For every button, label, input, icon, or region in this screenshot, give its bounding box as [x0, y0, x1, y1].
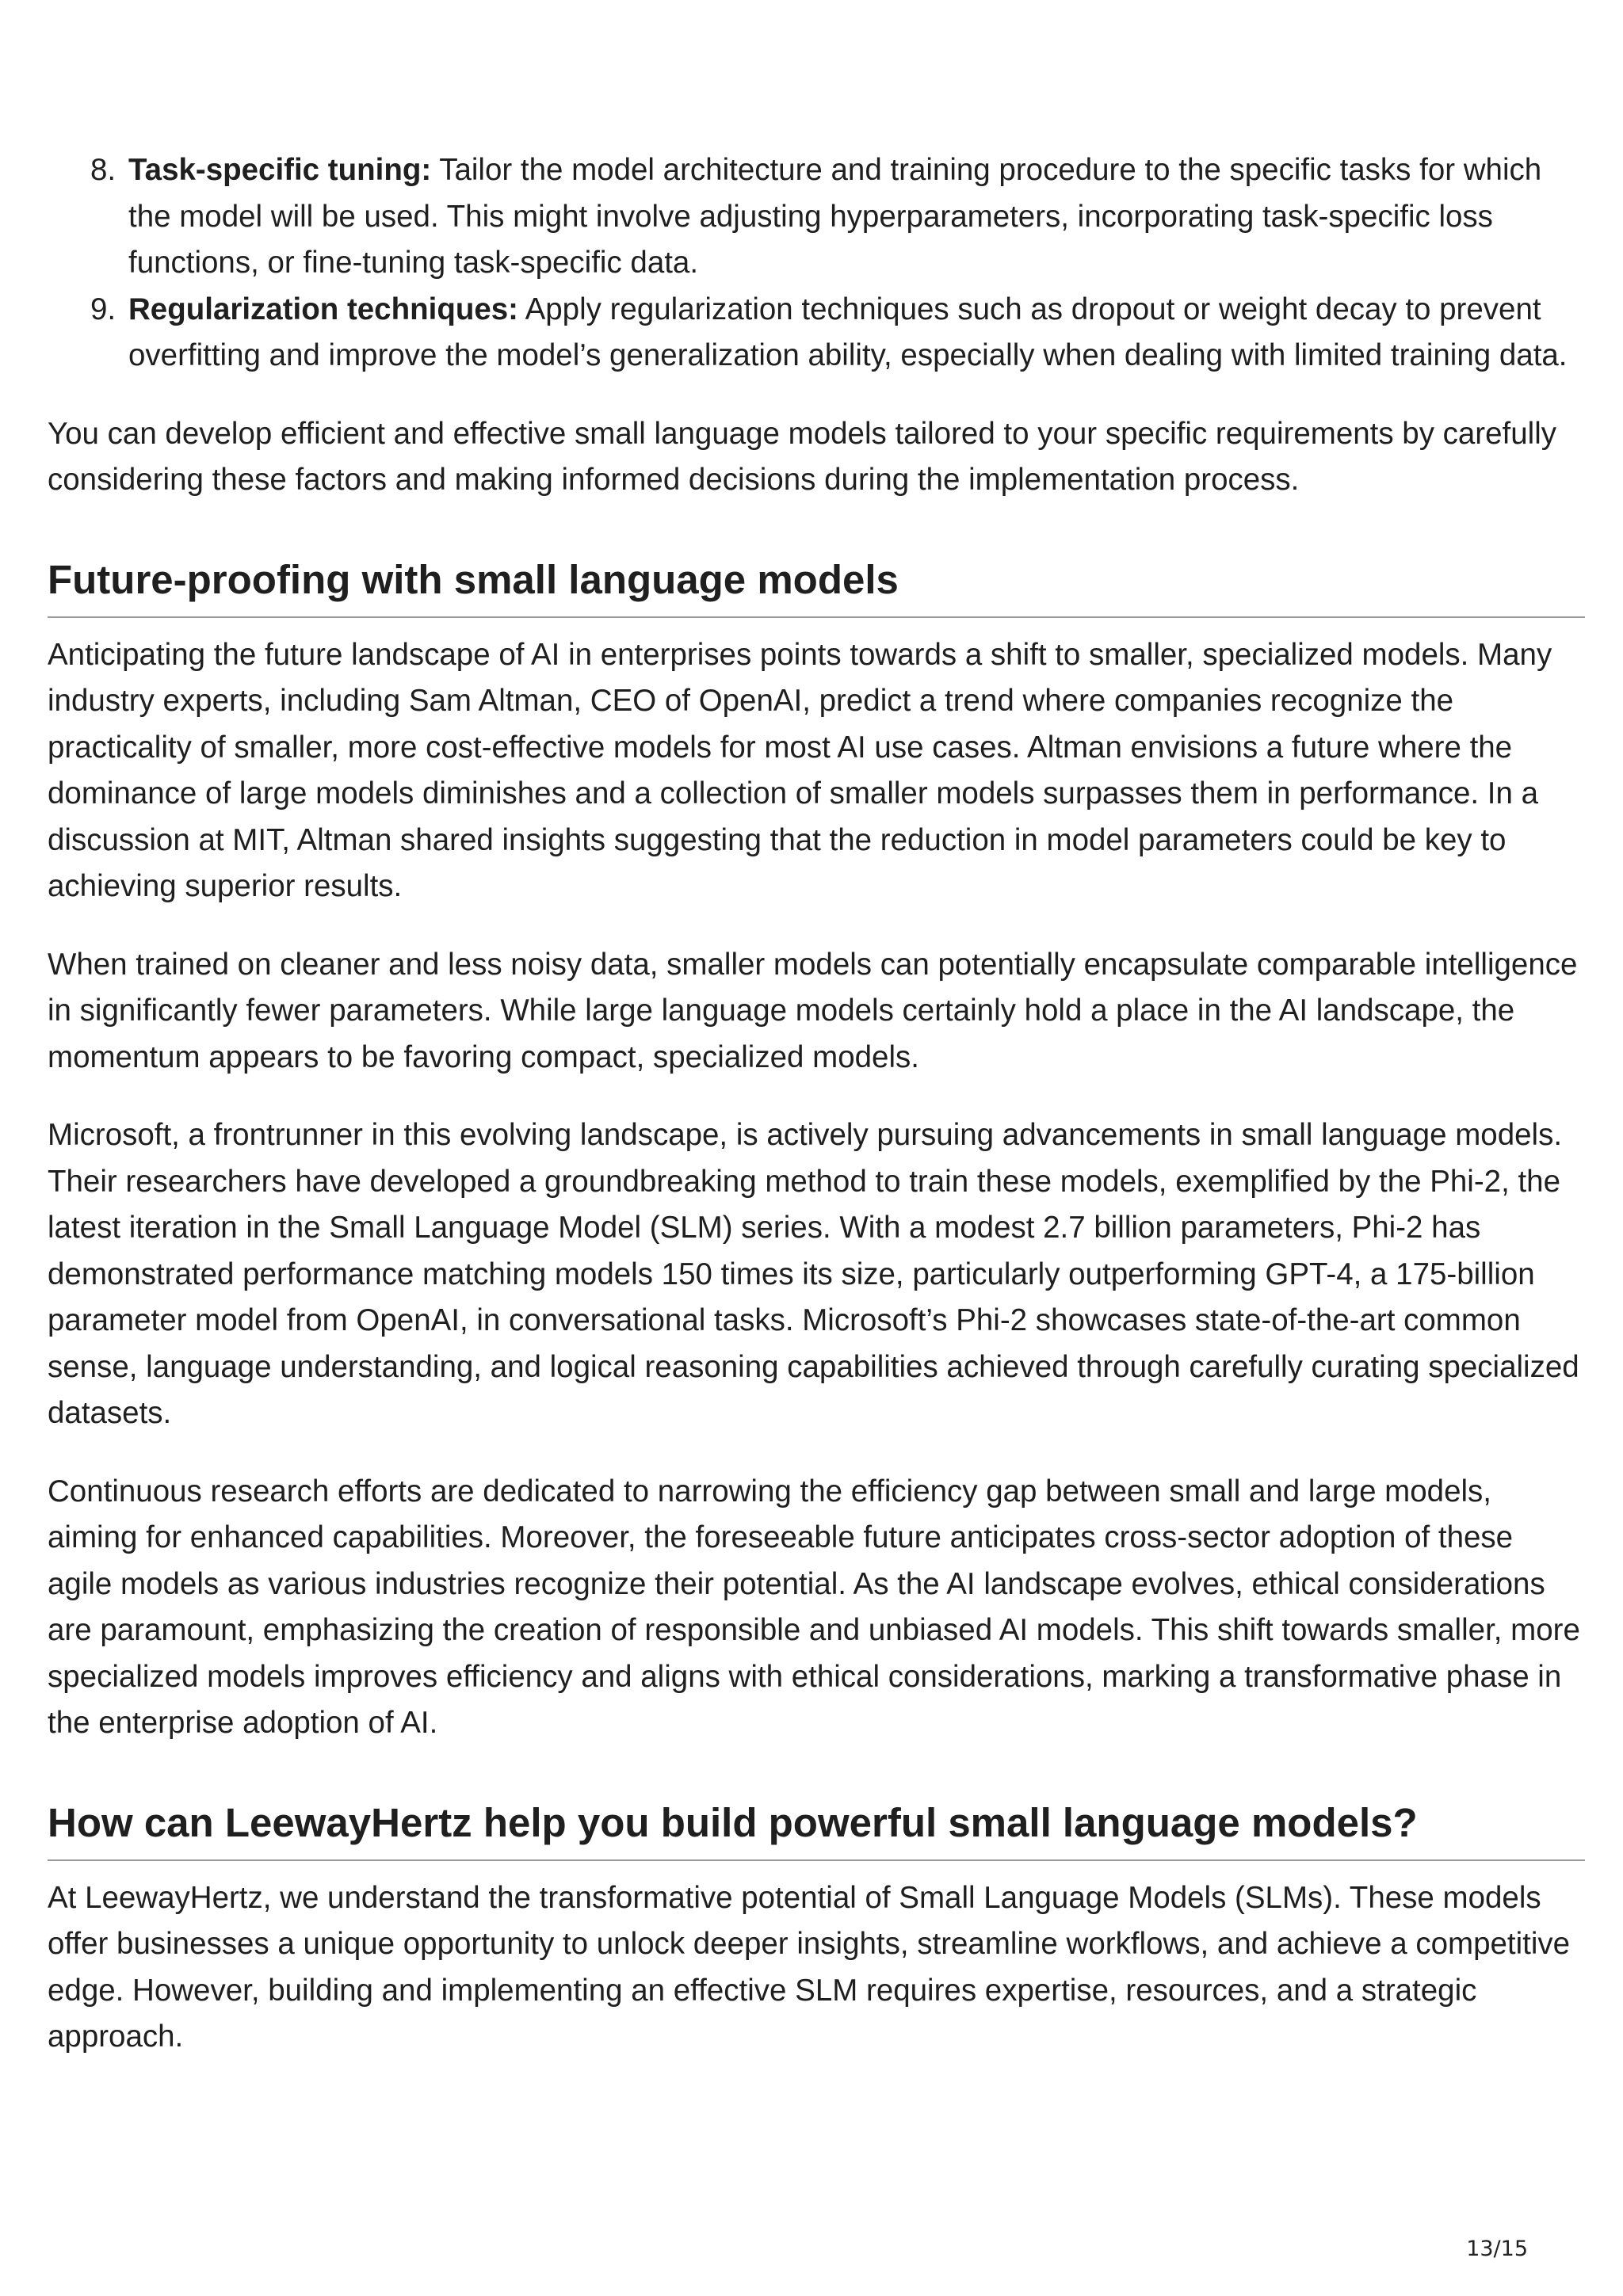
document-page	[48, 147, 1585, 2061]
list-item	[90, 147, 1585, 287]
section-heading-future-proofing: Future-proofing with small language models	[48, 556, 1585, 618]
list-item	[90, 287, 1585, 379]
intro-paragraph: You can develop efficient and effective small language models tailored to your specific requirements by carefully considering these factors and making informed decisions during the implementation process.	[48, 416, 1557, 497]
list-term: Regularization techniques:	[128, 292, 519, 326]
paragraph: At LeewayHertz, we understand the transformative potential of Small Language Models (SLMs). These models offer businesses a unique opportunity to unlock deeper insights, streamline workflows, and achieve a competitive edge. However, building and implementing an effective SLM requires expertise, resources, and a strategic approach.	[48, 1880, 1571, 2054]
page-number: 13/15	[1466, 2237, 1528, 2261]
list-text: Apply regularization techniques such as dropout or weight decay to prevent overfitting and improve the model’s generalization ability, especially when dealing with limited training data.	[128, 292, 1568, 372]
numbered-list	[48, 147, 1585, 379]
paragraph: Continuous research efforts are dedicated to narrowing the efficiency gap between small and large models, aiming for enhanced capabilities. Moreover, the foreseeable future anticipates cross-sector adoption of these agile models as various industries recognize their potential. As the AI landscape evolves, ethical considerations are paramount, emphasizing the creation of responsible and unbiased AI models. This shift towards smaller, more specialized models improves efficiency and aligns with ethical considerations, marking a transformative phase in the enterprise adoption of AI.	[48, 1474, 1580, 1740]
list-number: 9.	[90, 292, 116, 326]
list-text: Tailor the model architecture and training procedure to the specific tasks for which the model will be used. This might involve adjusting hyperparameters, incorporating task-specific loss functions, or fine-tuning task-specific data.	[128, 153, 1542, 280]
section-heading-leewayhertz: How can LeewayHertz help you build powerful small language models?	[48, 1799, 1585, 1861]
paragraph: Anticipating the future landscape of AI in enterprises points towards a shift to smaller, specialized models. Many industry experts, including Sam Altman, CEO of OpenAI, predict a trend where companies recognize the practicality of smaller, more cost-effective models for most AI use cases. Altman envisions a future where the dominance of large models diminishes and a collection of smaller models surpasses them in performance. In a discussion at MIT, Altman shared insights suggesting that the reduction in model parameters could be key to achieving superior results.	[48, 637, 1552, 903]
list-number: 8.	[90, 153, 116, 187]
paragraph: When trained on cleaner and less noisy data, smaller models can potentially encapsulate comparable intelligence in significantly fewer parameters. While large language models certainly hold a place in the AI landscape, the momentum appears to be favoring compact, specialized models.	[48, 947, 1578, 1074]
paragraph: Microsoft, a frontrunner in this evolving landscape, is actively pursuing advancements in small language models. Their researchers have developed a groundbreaking method to train these models, exemplified by the Phi-2, the latest iteration in the Small Language Model (SLM) series. With a modest 2.7 billion parameters, Phi-2 has demonstrated performance matching models 150 times its size, particularly outperforming GPT-4, a 175-billion parameter model from OpenAI, in conversational tasks. Microsoft’s Phi-2 showcases state-of-the-art common sense, language understanding, and logical reasoning capabilities achieved through carefully curating specialized datasets.	[48, 1118, 1579, 1430]
list-term: Task-specific tuning:	[128, 153, 432, 187]
